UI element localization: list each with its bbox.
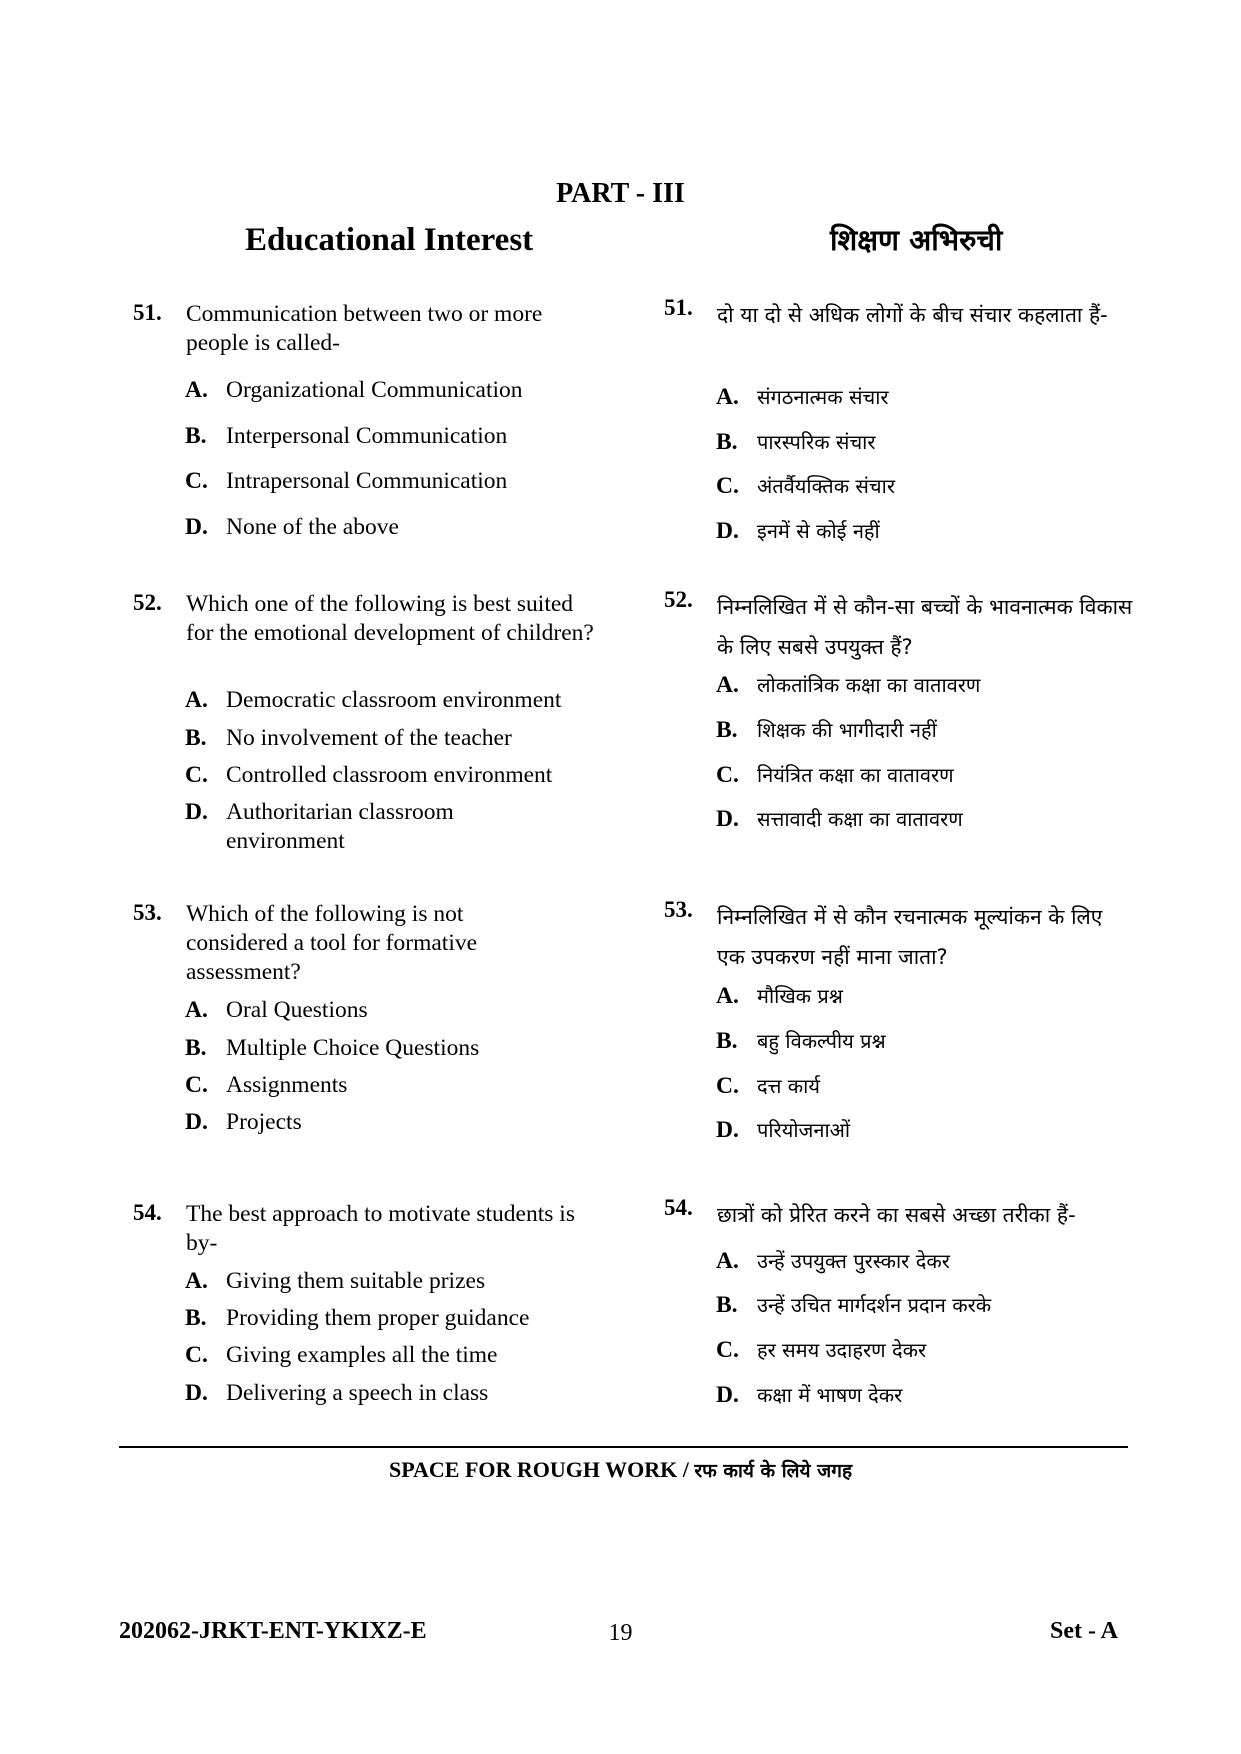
question-text: Communication between two or more people is called- — [186, 301, 543, 356]
set-label: Set - A — [1050, 1618, 1118, 1644]
question-text: निम्नलिखित में से कौन रचनात्मक मूल्यांकन के लिए एक उपकरण नहीं माना जाता? — [717, 905, 1103, 969]
question-text: Which of the following is not considered a tool for formative assessment? — [186, 901, 478, 985]
question-hi-54 — [664, 1195, 1134, 1408]
question-number: 54. — [664, 1195, 693, 1220]
option-a: A. Democratic classroom environment — [185, 687, 562, 713]
option-b: B. Interpersonal Communication — [185, 423, 508, 449]
question-number: 52. — [664, 587, 693, 612]
question-text: दो या दो से अधिक लोगों के बीच संचार कहलाता हैं- — [717, 303, 1108, 327]
question-number: 54. — [133, 1200, 162, 1225]
option-d: D. Authoritarian classroom environment — [185, 799, 454, 854]
option-c: C. हर समय उदाहरण देकर — [716, 1337, 927, 1363]
option-b: B. Providing them proper guidance — [185, 1305, 530, 1331]
option-c: C. दत्त कार्य — [716, 1073, 820, 1099]
option-c: C. Intrapersonal Communication — [185, 468, 508, 494]
option-a: A. Organizational Communication — [185, 377, 523, 403]
option-a: A. संगठनात्मक संचार — [716, 384, 889, 410]
question-number: 53. — [664, 897, 693, 922]
section-title-hindi: शिक्षण अभिरुची — [830, 223, 1003, 257]
question-hi-53 — [664, 897, 1134, 1143]
question-number: 52. — [133, 590, 162, 615]
booklet-code: 202062-JRKT-ENT-YKIXZ-E — [119, 1618, 427, 1644]
option-b: B. बहु विकल्पीय प्रश्न — [716, 1028, 886, 1054]
option-d: D. परियोजनाओं — [716, 1117, 851, 1143]
option-a: A. Giving them suitable prizes — [185, 1268, 486, 1294]
option-a: A. लोकतांत्रिक कक्षा का वातावरण — [716, 672, 981, 698]
option-d: D. इनमें से कोई नहीं — [716, 518, 880, 544]
option-c: C. नियंत्रित कक्षा का वातावरण — [716, 762, 954, 788]
question-en-51 — [133, 300, 603, 540]
option-c: C. Controlled classroom environment — [185, 762, 553, 788]
option-c: C. Assignments — [185, 1072, 348, 1098]
question-text: छात्रों को प्रेरित करने का सबसे अच्छा तरीका हैं- — [717, 1203, 1076, 1227]
part-heading: PART - III — [556, 178, 685, 209]
option-d: D. Delivering a speech in class — [185, 1380, 489, 1406]
rough-work-divider — [119, 1446, 1128, 1448]
question-hi-52 — [664, 587, 1134, 832]
option-b: B. शिक्षक की भागीदारी नहीं — [716, 717, 937, 743]
section-title-english: Educational Interest — [245, 222, 534, 258]
option-a: A. उन्हें उपयुक्त पुरस्कार देकर — [716, 1248, 950, 1274]
question-number: 51. — [664, 295, 693, 320]
question-en-54 — [133, 1200, 603, 1406]
question-en-53 — [133, 900, 603, 1135]
option-b: B. उन्हें उचित मार्गदर्शन प्रदान करके — [716, 1292, 992, 1318]
question-number: 51. — [133, 300, 162, 325]
question-text: The best approach to motivate students is by- — [186, 1201, 575, 1256]
question-text: निम्नलिखित में से कौन-सा बच्चों के भावनात्मक विकास के लिए सबसे उपयुक्त हैं? — [717, 595, 1133, 659]
question-number: 53. — [133, 900, 162, 925]
page-number: 19 — [608, 1620, 633, 1646]
option-d: D. सत्तावादी कक्षा का वातावरण — [716, 806, 963, 832]
option-b: B. Multiple Choice Questions — [185, 1035, 480, 1061]
option-b: B. No involvement of the teacher — [185, 725, 512, 751]
option-d: D. कक्षा में भाषण देकर — [716, 1382, 903, 1408]
option-d: D. None of the above — [185, 514, 399, 540]
option-a: A. मौखिक प्रश्न — [716, 983, 843, 1009]
option-a: A. Oral Questions — [185, 997, 368, 1023]
rough-work-label: SPACE FOR ROUGH WORK / रफ कार्य के लिये जगह — [388, 1457, 853, 1482]
question-text: Which one of the following is best suited for the emotional development of children? — [186, 591, 594, 646]
option-c: C. अंतर्वैयक्तिक संचार — [716, 473, 895, 499]
question-en-52 — [133, 590, 603, 854]
question-hi-51 — [664, 295, 1134, 544]
option-d: D. Projects — [185, 1109, 302, 1135]
option-c: C. Giving examples all the time — [185, 1342, 498, 1368]
option-b: B. पारस्परिक संचार — [716, 429, 876, 455]
